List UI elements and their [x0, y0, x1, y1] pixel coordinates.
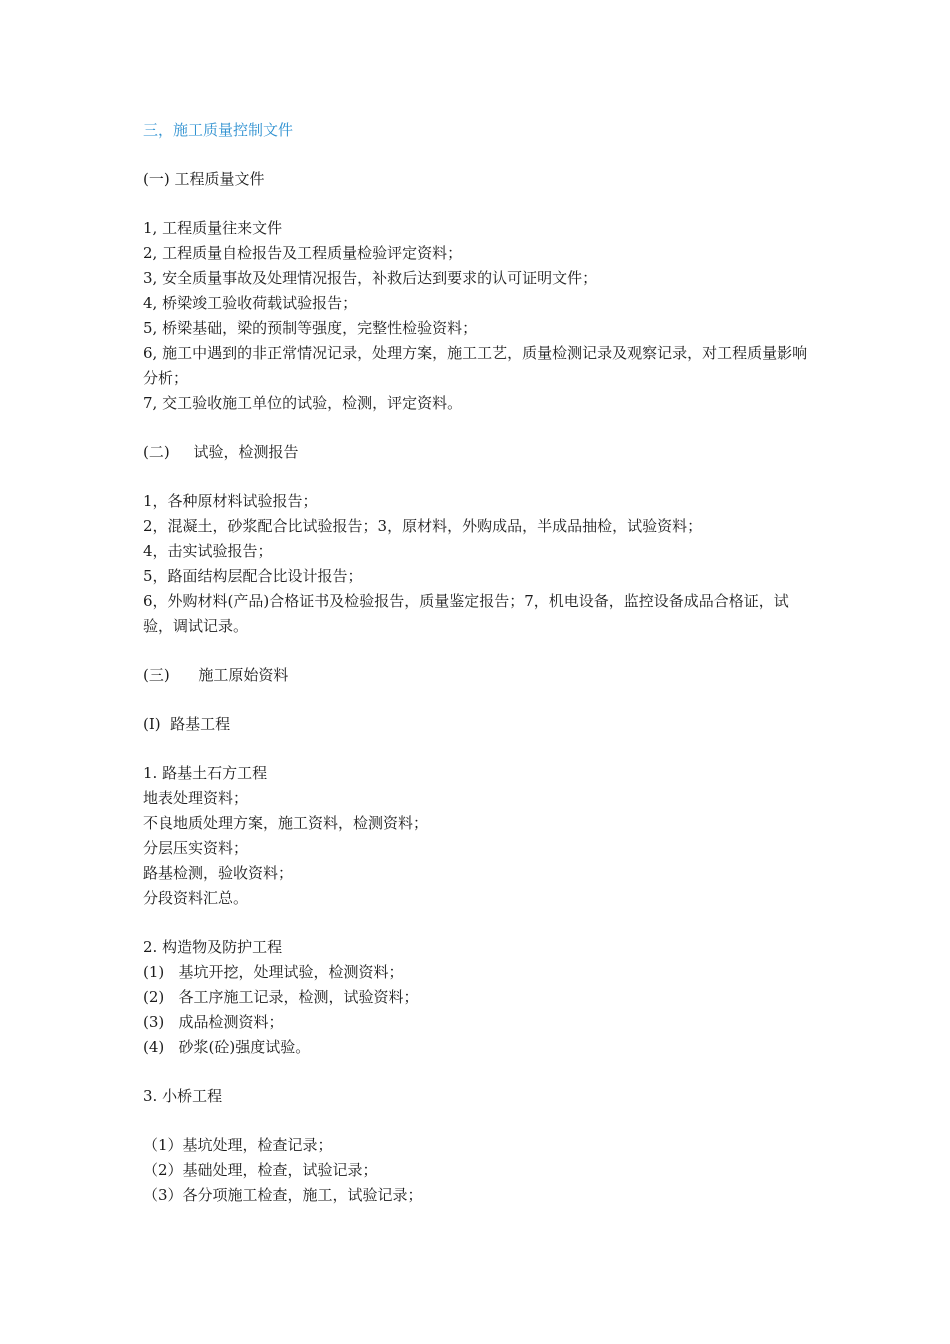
list-item: 5, 桥梁基础，梁的预制等强度，完整性检验资料；	[143, 319, 478, 337]
list-item: 6，外购材料(产品)合格证书及检验报告，质量鉴定报告；7，机电设备，监控设备成品合格证，试验，调试记录。	[143, 592, 789, 635]
list-item: 路基检测，验收资料；	[143, 864, 294, 882]
list-item: 5，路面结构层配合比设计报告；	[143, 567, 363, 585]
part3-title: (三) 施工原始资料	[143, 666, 289, 684]
group3-title: 3. 小桥工程	[143, 1087, 223, 1105]
list-item: 7, 交工验收施工单位的试验，检测，评定资料。	[143, 394, 463, 412]
list-item: 不良地质处理方案，施工资料，检测资料；	[143, 814, 429, 832]
group1-title: 1. 路基土石方工程	[143, 764, 268, 782]
group1	[143, 761, 813, 911]
list-item: 4, 桥梁竣工验收荷载试验报告；	[143, 294, 358, 312]
part1-title: (一) 工程质量文件	[143, 170, 265, 188]
document-body	[143, 118, 813, 1208]
list-item: 3, 安全质量事故及处理情况报告，补救后达到要求的认可证明文件；	[143, 269, 598, 287]
part2-list	[143, 489, 813, 639]
list-item: (4) 砂浆(砼)强度试验。	[143, 1038, 311, 1056]
group2	[143, 935, 813, 1060]
list-item: 6, 施工中遇到的非正常情况记录，处理方案，施工工艺，质量检测记录及观察记录，对工程质量影响分析；	[143, 344, 808, 387]
list-item: （1）基坑处理，检查记录；	[143, 1136, 333, 1154]
list-item: 2, 工程质量自检报告及工程质量检验评定资料；	[143, 244, 463, 262]
list-item: (3) 成品检测资料；	[143, 1013, 284, 1031]
list-item: （2）基础处理，检查，试验记录；	[143, 1161, 378, 1179]
list-item: （3）各分项施工检查，施工，试验记录；	[143, 1186, 423, 1204]
list-item: (1) 基坑开挖，处理试验，检测资料；	[143, 963, 404, 981]
group2-title: 2. 构造物及防护工程	[143, 938, 283, 956]
list-item: 1, 工程质量往来文件	[143, 219, 283, 237]
list-item: 分段资料汇总。	[143, 889, 249, 907]
part1-list	[143, 216, 813, 416]
list-item: 1，各种原材料试验报告；	[143, 492, 318, 510]
part2-title: (二) 试验，检测报告	[143, 443, 299, 461]
list-item: 分层压实资料；	[143, 839, 249, 857]
list-item: 地表处理资料；	[143, 789, 249, 807]
list-item: 2，混凝土，砂浆配合比试验报告；3，原材料，外购成品，半成品抽检，试验资料；	[143, 517, 703, 535]
part3-subtitle: (I) 路基工程	[143, 715, 231, 733]
list-item: 4，击实试验报告；	[143, 542, 273, 560]
section-heading: 三，施工质量控制文件	[143, 121, 294, 139]
group3	[143, 1133, 813, 1208]
list-item: (2) 各工序施工记录，检测，试验资料；	[143, 988, 419, 1006]
